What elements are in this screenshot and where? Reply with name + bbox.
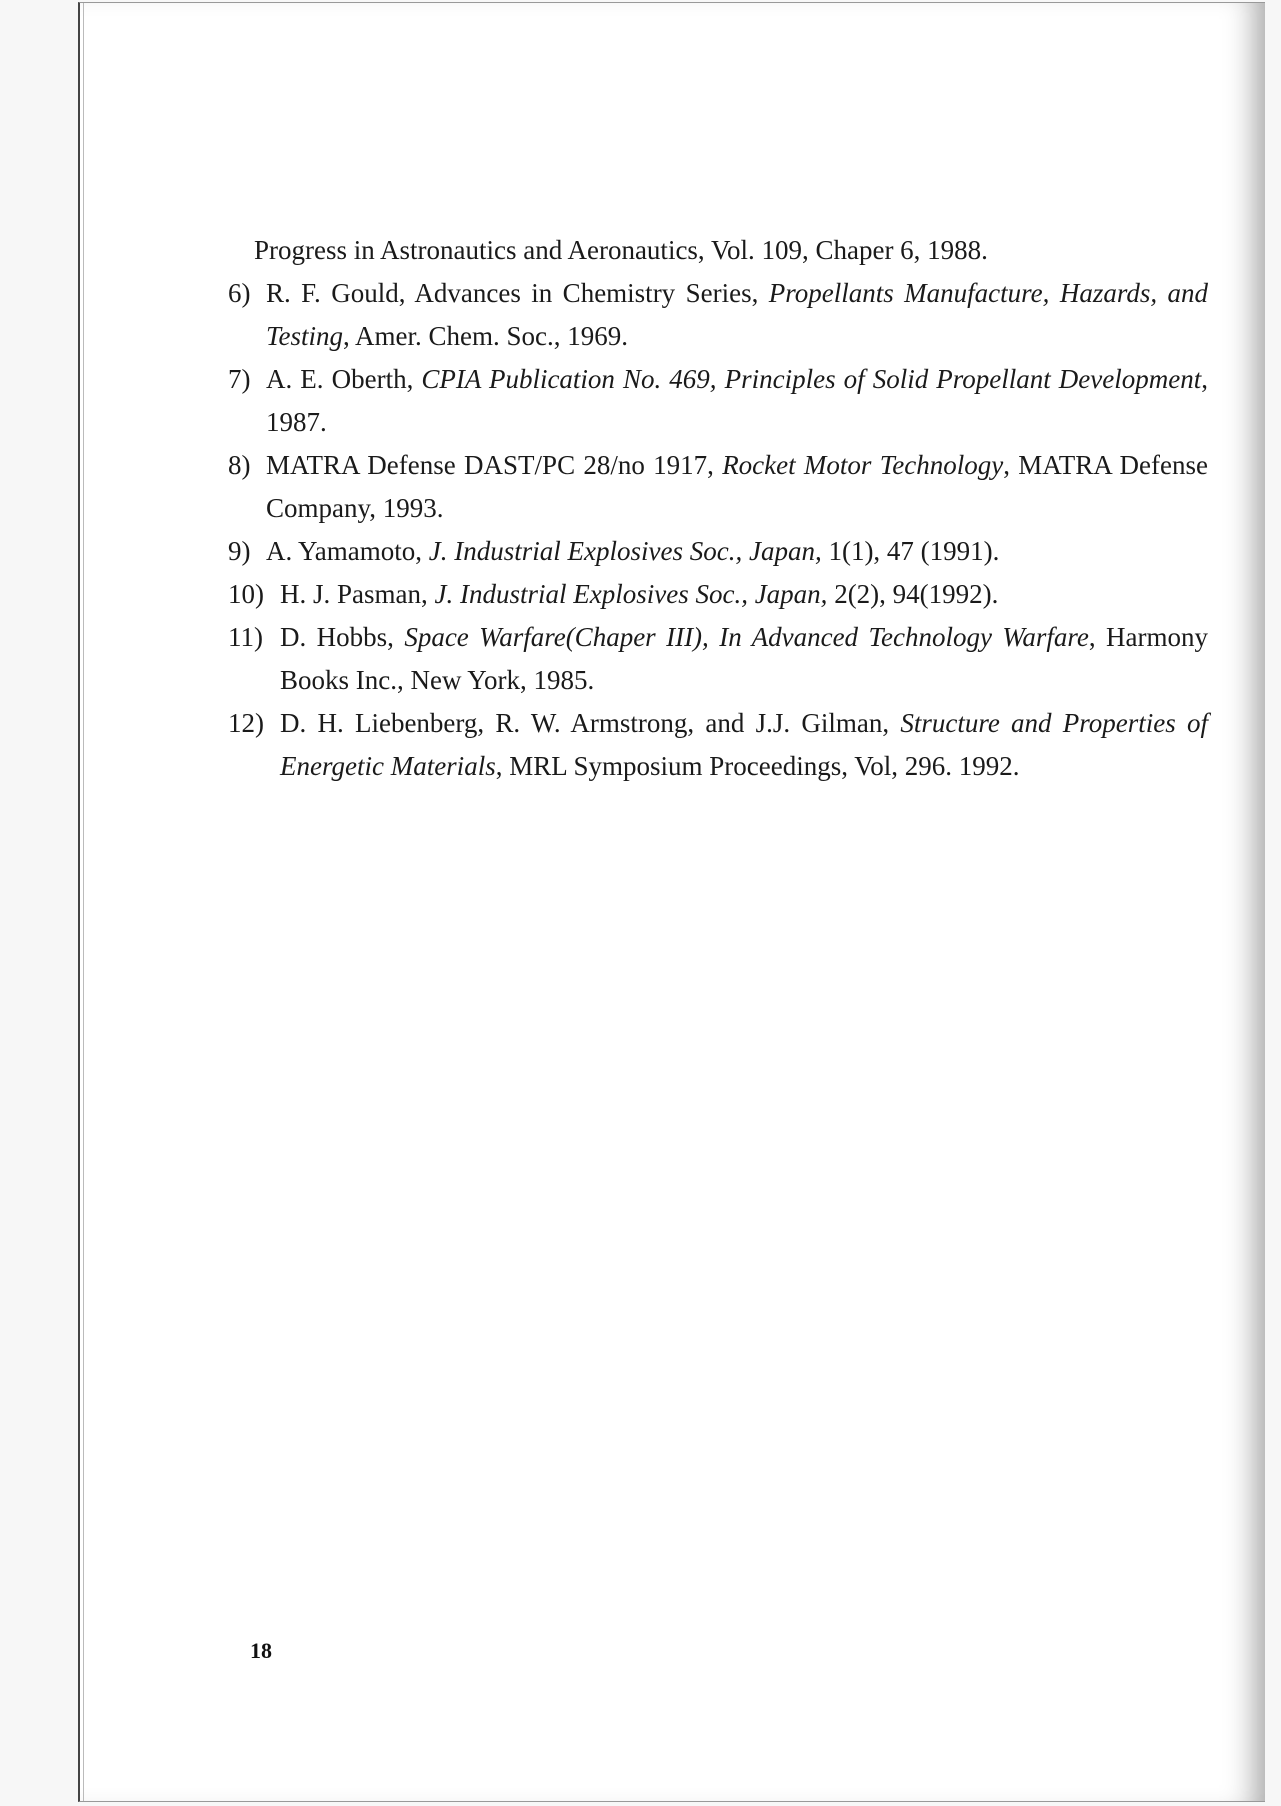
reference-title: CPIA Publication No. 469, Principles of Solid Propellant Development	[421, 364, 1202, 394]
reference-8	[228, 444, 1208, 530]
reference-authors: A. E. Oberth,	[266, 364, 422, 394]
book-page	[78, 2, 1265, 1802]
reference-details: 2(2), 94(1992).	[827, 579, 999, 609]
reference-authors: H. J. Pasman,	[280, 579, 435, 609]
reference-title: Rocket Motor Technology	[722, 450, 1004, 480]
reference-details: 1(1), 47 (1991).	[821, 536, 1000, 566]
page-edge-line	[83, 3, 84, 1801]
reference-10	[228, 573, 1208, 616]
reference-number: 10)	[228, 579, 264, 609]
reference-11	[228, 616, 1208, 702]
reference-number: 11)	[228, 622, 263, 652]
reference-number: 9)	[228, 536, 251, 566]
reference-authors: D. H. Liebenberg, R. W. Armstrong, and J.J. Gilman,	[280, 708, 901, 738]
reference-number: 12)	[228, 708, 264, 738]
reference-number: 8)	[228, 450, 251, 480]
reference-number: 6)	[228, 278, 251, 308]
reference-title: Propellants Manufacture, Hazards, and Testing	[266, 278, 1209, 351]
reference-details: , Amer. Chem. Soc., 1969.	[343, 321, 629, 351]
reference-details: , MATRA Defense Company, 1993.	[266, 450, 1208, 523]
reference-authors: MATRA Defense DAST/PC 28/no 1917,	[266, 450, 723, 480]
reference-7	[228, 358, 1208, 444]
reference-title: J. Industrial Explosives Soc., Japan,	[428, 536, 822, 566]
reference-list	[228, 229, 1208, 788]
reference-title: Structure and Properties of Energetic Materials	[280, 708, 1208, 781]
reference-title: J. Industrial Explosives Soc., Japan,	[434, 579, 828, 609]
reference-authors: R. F. Gould, Advances in Chemistry Series,	[266, 278, 769, 308]
reference-number: 7)	[228, 364, 251, 394]
reference-details: , MRL Symposium Proceedings, Vol, 296. 1992.	[495, 751, 1020, 781]
reference-authors: A. Yamamoto,	[266, 536, 429, 566]
reference-12	[228, 702, 1208, 788]
reference-continuation: Progress in Astronautics and Aeronautics, Vol. 109, Chaper 6, 1988.	[254, 235, 988, 265]
reference-details: , Harmony Books Inc., New York, 1985.	[280, 622, 1208, 695]
reference-title: Space Warfare(Chaper III), In Advanced Technology Warfare	[404, 622, 1089, 652]
page-number: 18	[250, 1638, 272, 1663]
reference-details: , 1987.	[266, 364, 1208, 437]
reference-9	[228, 530, 1208, 573]
reference-6	[228, 272, 1208, 358]
reference-authors: D. Hobbs,	[280, 622, 405, 652]
